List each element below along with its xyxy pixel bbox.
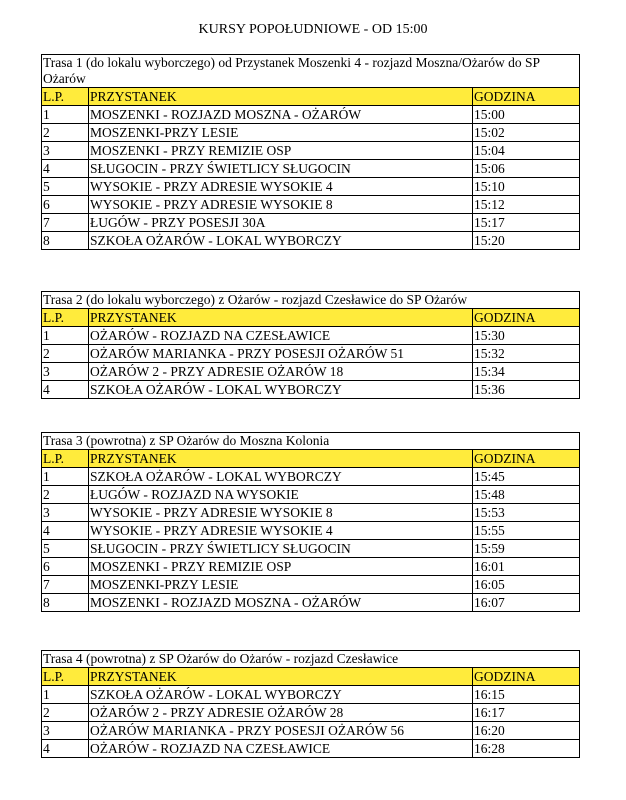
row-lp: 7 (42, 214, 89, 232)
route-caption: Trasa 4 (powrotna) z SP Ożarów do Ożarów - rozjazd Czesławice (42, 651, 580, 668)
row-stop: WYSOKIE - PRZY ADRESIE WYSOKIE 8 (89, 196, 473, 214)
column-header-time: GODZINA (473, 668, 580, 686)
row-stop: MOSZENKI - PRZY REMIZIE OSP (89, 142, 473, 160)
row-time: 16:28 (473, 740, 580, 758)
row-lp: 1 (42, 468, 89, 486)
row-time: 16:15 (473, 686, 580, 704)
row-time: 16:01 (473, 558, 580, 576)
row-lp: 6 (42, 558, 89, 576)
table-row (42, 178, 580, 196)
table-row (42, 740, 580, 758)
column-header-time: GODZINA (473, 309, 580, 327)
row-time: 15:20 (473, 232, 580, 250)
row-stop: MOSZENKI - ROZJAZD MOSZNA - OŻARÓW (89, 594, 473, 612)
column-header-lp: L.P. (42, 668, 89, 686)
table-row (42, 232, 580, 250)
row-stop: ŁUGÓW - PRZY POSESJI 30A (89, 214, 473, 232)
table-row (42, 345, 580, 363)
route-table-3 (41, 432, 580, 612)
row-lp: 2 (42, 704, 89, 722)
table-row (42, 558, 580, 576)
row-time: 16:20 (473, 722, 580, 740)
row-stop: SZKOŁA OŻARÓW - LOKAL WYBORCZY (89, 468, 473, 486)
row-stop: WYSOKIE - PRZY ADRESIE WYSOKIE 8 (89, 504, 473, 522)
column-header-time: GODZINA (473, 88, 580, 106)
table-row (42, 504, 580, 522)
row-time: 15:59 (473, 540, 580, 558)
row-lp: 4 (42, 740, 89, 758)
row-time: 15:00 (473, 106, 580, 124)
route-table-2 (41, 291, 580, 399)
table-row (42, 327, 580, 345)
row-lp: 8 (42, 594, 89, 612)
row-time: 15:06 (473, 160, 580, 178)
row-lp: 6 (42, 196, 89, 214)
table-row (42, 594, 580, 612)
row-stop: MOSZENKI - ROZJAZD MOSZNA - OŻARÓW (89, 106, 473, 124)
row-lp: 3 (42, 142, 89, 160)
row-lp: 2 (42, 124, 89, 142)
row-stop: ŁUGÓW - ROZJAZD NA WYSOKIE (89, 486, 473, 504)
row-lp: 1 (42, 686, 89, 704)
table-row (42, 686, 580, 704)
row-lp: 3 (42, 722, 89, 740)
row-stop: MOSZENKI-PRZY LESIE (89, 124, 473, 142)
page-title: KURSY POPOŁUDNIOWE - OD 15:00 (198, 22, 428, 37)
table-row (42, 363, 580, 381)
row-lp: 2 (42, 345, 89, 363)
row-lp: 5 (42, 540, 89, 558)
table-row (42, 522, 580, 540)
row-lp: 1 (42, 327, 89, 345)
row-lp: 5 (42, 178, 89, 196)
row-lp: 2 (42, 486, 89, 504)
route-caption: Trasa 1 (do lokalu wyborczego) od Przystanek Moszenki 4 - rozjazd Moszna/Ożarów do SP Ożarów (42, 55, 580, 88)
row-time: 15:32 (473, 345, 580, 363)
table-header-row (42, 668, 580, 686)
route-caption: Trasa 3 (powrotna) z SP Ożarów do Moszna Kolonia (42, 433, 580, 450)
table-row (42, 124, 580, 142)
row-stop: WYSOKIE - PRZY ADRESIE WYSOKIE 4 (89, 178, 473, 196)
table-row (42, 486, 580, 504)
row-stop: OŻARÓW MARIANKA - PRZY POSESJI OŻARÓW 56 (89, 722, 473, 740)
table-row (42, 196, 580, 214)
row-lp: 1 (42, 106, 89, 124)
row-lp: 4 (42, 381, 89, 399)
column-header-lp: L.P. (42, 309, 89, 327)
table-header-row (42, 88, 580, 106)
row-time: 15:10 (473, 178, 580, 196)
row-time: 15:48 (473, 486, 580, 504)
row-stop: OŻARÓW - ROZJAZD NA CZESŁAWICE (89, 740, 473, 758)
row-stop: SZKOŁA OŻARÓW - LOKAL WYBORCZY (89, 381, 473, 399)
row-time: 15:55 (473, 522, 580, 540)
table-row (42, 704, 580, 722)
row-time: 15:45 (473, 468, 580, 486)
row-time: 15:36 (473, 381, 580, 399)
table-header-row (42, 450, 580, 468)
table-row (42, 540, 580, 558)
row-stop: SZKOŁA OŻARÓW - LOKAL WYBORCZY (89, 686, 473, 704)
row-lp: 3 (42, 504, 89, 522)
row-time: 16:17 (473, 704, 580, 722)
row-stop: OŻARÓW 2 - PRZY ADRESIE OŻARÓW 28 (89, 704, 473, 722)
row-time: 15:17 (473, 214, 580, 232)
row-lp: 7 (42, 576, 89, 594)
route-table-1 (41, 54, 580, 250)
table-row (42, 722, 580, 740)
column-header-stop: PRZYSTANEK (89, 668, 473, 686)
table-row (42, 106, 580, 124)
column-header-lp: L.P. (42, 450, 89, 468)
row-time: 15:04 (473, 142, 580, 160)
table-row (42, 214, 580, 232)
row-lp: 8 (42, 232, 89, 250)
row-stop: MOSZENKI - PRZY REMIZIE OSP (89, 558, 473, 576)
column-header-stop: PRZYSTANEK (89, 309, 473, 327)
row-lp: 4 (42, 160, 89, 178)
row-stop: SŁUGOCIN - PRZY ŚWIETLICY SŁUGOCIN (89, 540, 473, 558)
row-stop: SZKOŁA OŻARÓW - LOKAL WYBORCZY (89, 232, 473, 250)
row-time: 16:07 (473, 594, 580, 612)
row-stop: SŁUGOCIN - PRZY ŚWIETLICY SŁUGOCIN (89, 160, 473, 178)
row-lp: 4 (42, 522, 89, 540)
column-header-stop: PRZYSTANEK (89, 450, 473, 468)
column-header-time: GODZINA (473, 450, 580, 468)
route-table-4 (41, 650, 580, 758)
row-stop: MOSZENKI-PRZY LESIE (89, 576, 473, 594)
column-header-stop: PRZYSTANEK (89, 88, 473, 106)
row-time: 15:53 (473, 504, 580, 522)
table-row (42, 381, 580, 399)
column-header-lp: L.P. (42, 88, 89, 106)
table-row (42, 142, 580, 160)
row-time: 15:12 (473, 196, 580, 214)
row-time: 15:02 (473, 124, 580, 142)
table-header-row (42, 309, 580, 327)
table-row (42, 468, 580, 486)
row-stop: OŻARÓW MARIANKA - PRZY POSESJI OŻARÓW 51 (89, 345, 473, 363)
table-row (42, 576, 580, 594)
table-row (42, 160, 580, 178)
row-stop: WYSOKIE - PRZY ADRESIE WYSOKIE 4 (89, 522, 473, 540)
row-time: 16:05 (473, 576, 580, 594)
row-stop: OŻARÓW 2 - PRZY ADRESIE OŻARÓW 18 (89, 363, 473, 381)
route-caption: Trasa 2 (do lokalu wyborczego) z Ożarów - rozjazd Czesławice do SP Ożarów (42, 292, 580, 309)
row-time: 15:30 (473, 327, 580, 345)
row-time: 15:34 (473, 363, 580, 381)
row-lp: 3 (42, 363, 89, 381)
row-stop: OŻARÓW - ROZJAZD NA CZESŁAWICE (89, 327, 473, 345)
